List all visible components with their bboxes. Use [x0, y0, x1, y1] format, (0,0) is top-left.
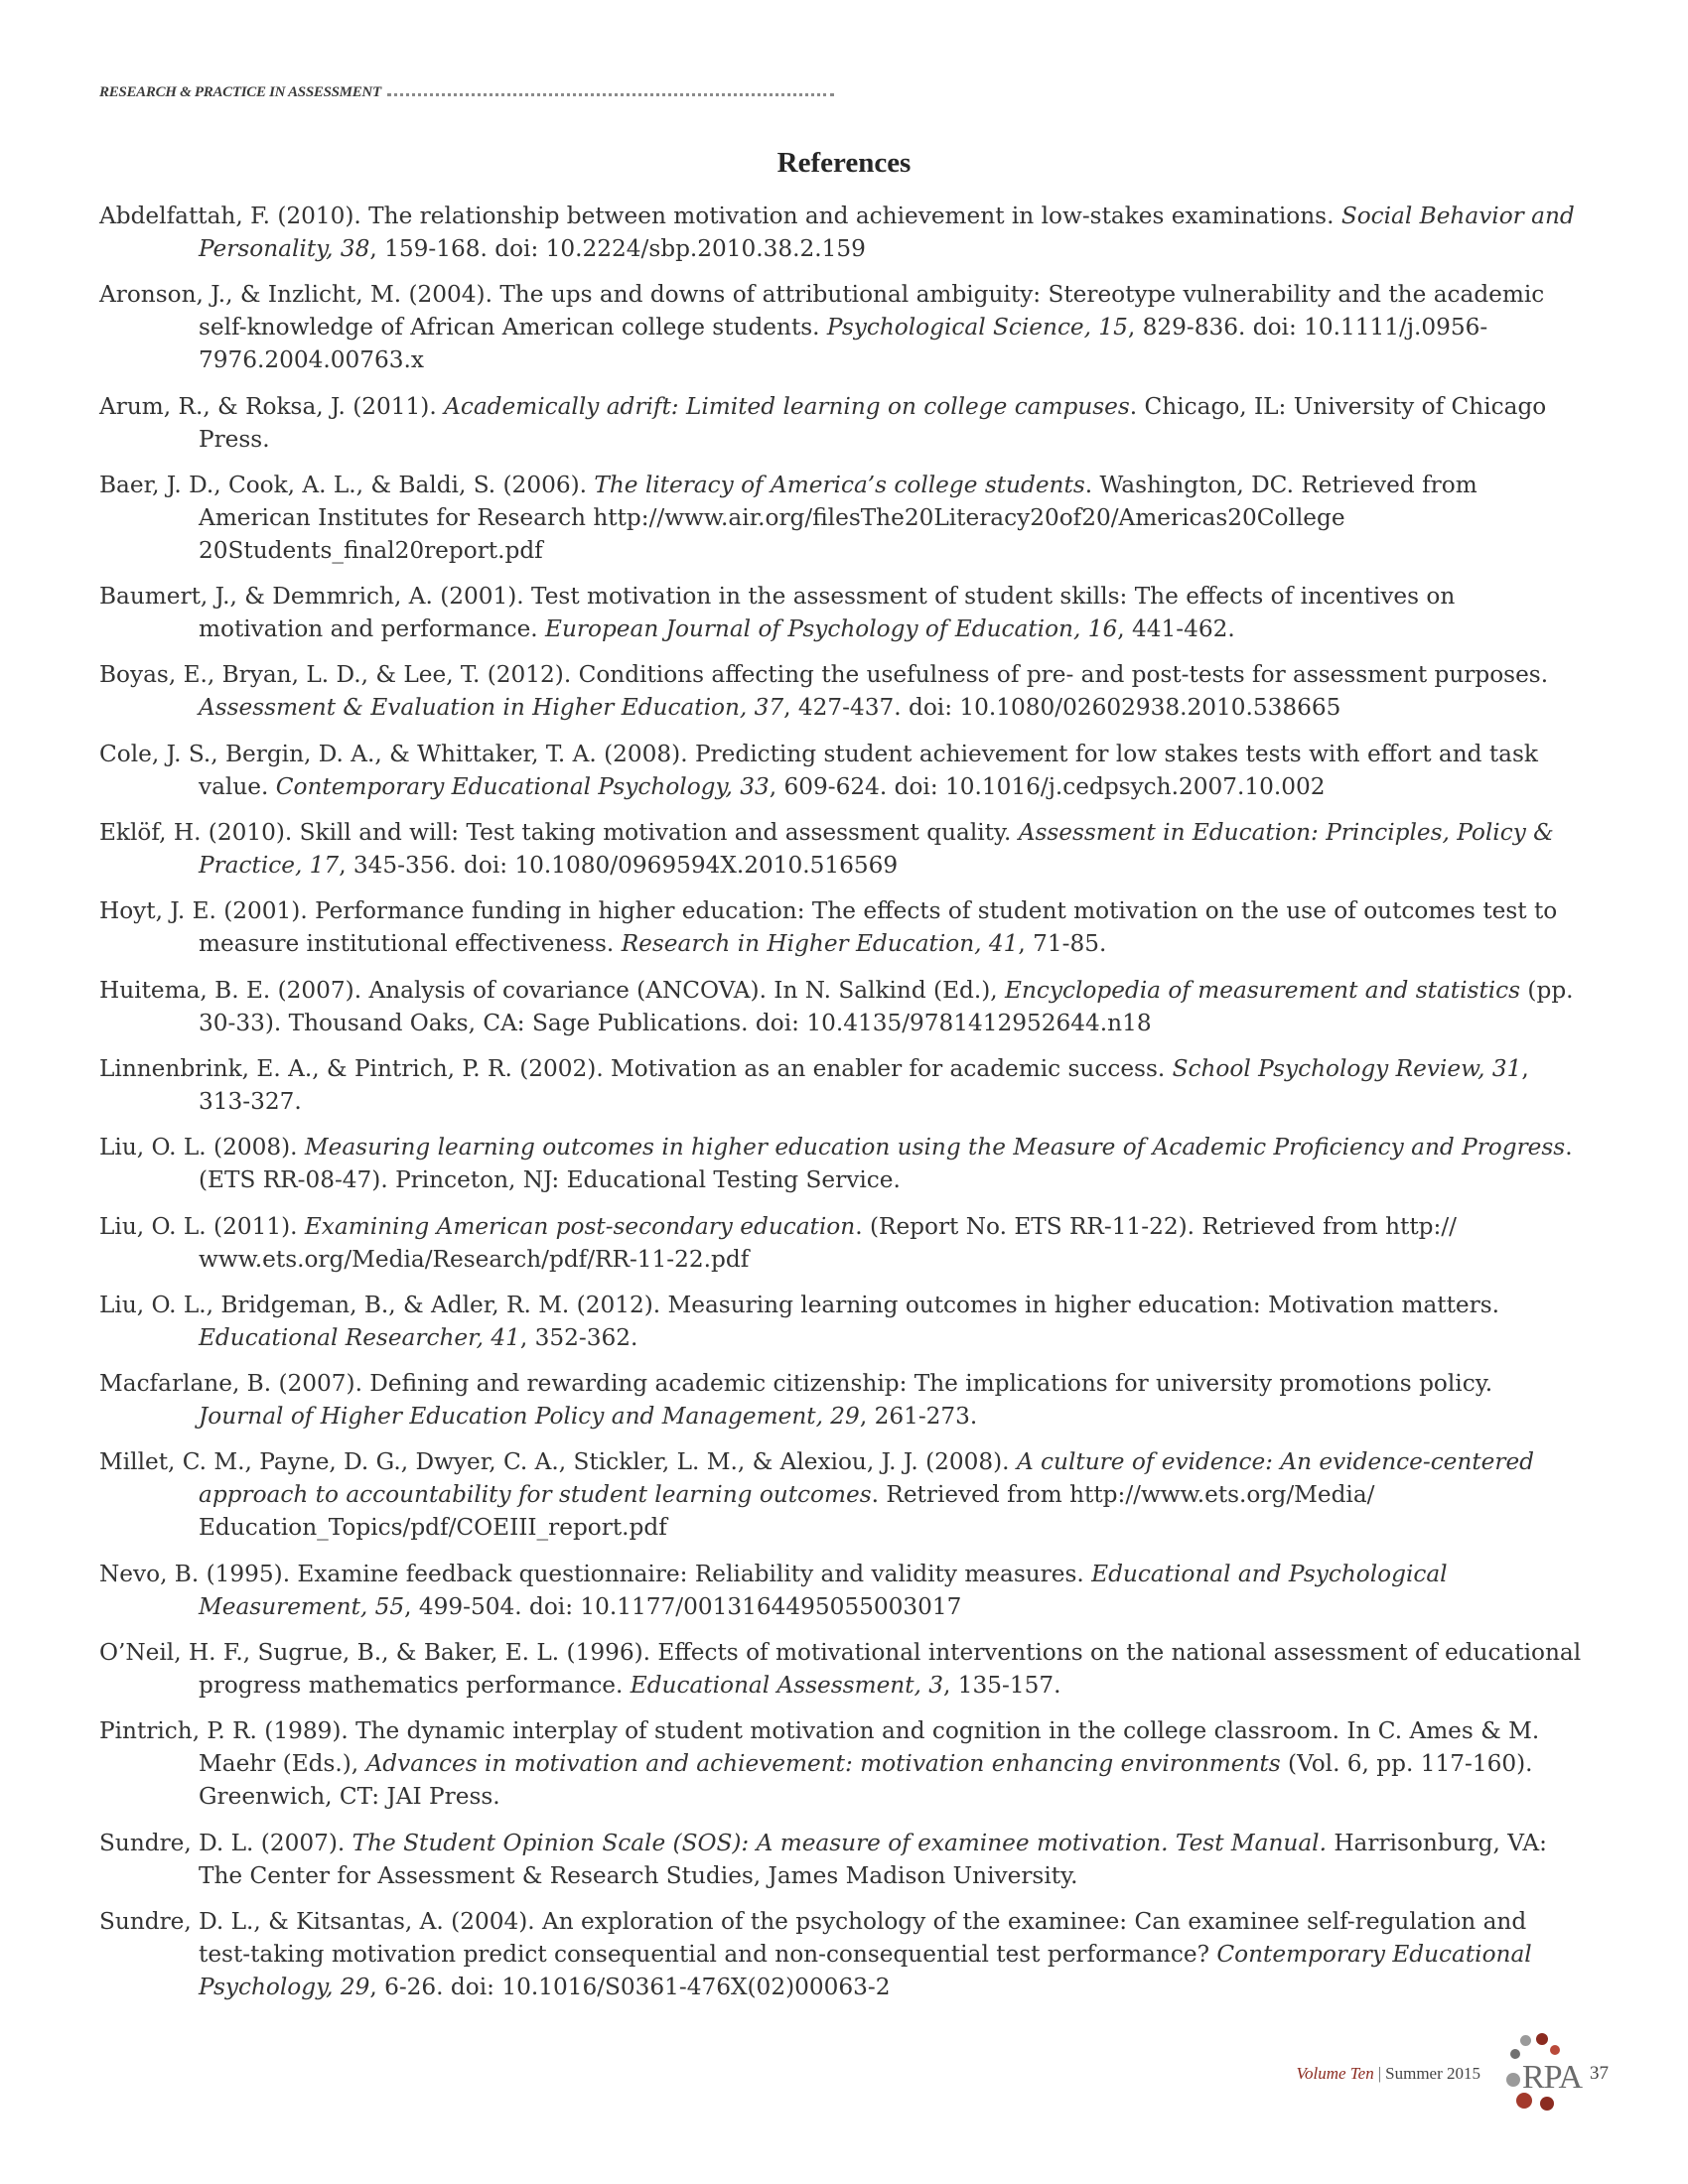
logo-dot	[1506, 2073, 1520, 2087]
reference-source-title: Contemporary Educational Psychology, 33	[275, 772, 770, 800]
reference-text: Liu, O. L., Bridgeman, B., & Adler, R. M. (2012). Measuring learning outcomes in higher education: Motivation matters.	[99, 1291, 1499, 1318]
reference-source-title: European Journal of Psychology of Education, 16	[545, 615, 1118, 643]
reference-text: (Vol. 6, pp. 117-160). Greenwich, CT: JAI Press.	[199, 1750, 1533, 1811]
reference-source-title: Educational and Psychological Measurement, 55	[199, 1560, 1448, 1620]
reference-source-title: Advances in motivation and achievement: motivation enhancing environments	[365, 1750, 1281, 1778]
reference-source-title: Academically adrift: Limited learning on college campuses	[444, 392, 1130, 420]
reference-entry	[99, 658, 1584, 724]
reference-text: Abdelfattah, F. (2010). The relationship between motivation and achievement in low-stakes examinations.	[99, 203, 1341, 229]
logo-dot	[1550, 2045, 1560, 2055]
running-head	[99, 81, 834, 103]
reference-text: , 135-157.	[943, 1672, 1061, 1700]
reference-text: Boyas, E., Bryan, L. D., & Lee, T. (2012). Conditions affecting the usefulness of pre- and post-tests for assessment purposes.	[99, 661, 1549, 689]
reference-entry	[99, 894, 1584, 960]
reference-entry	[99, 1210, 1584, 1276]
reference-text: . Washington, DC. Retrieved from American Institutes for Research http://www.air.org/filesThe20Literacy20of20/Americas20College 20Students_final20report.pdf	[199, 471, 1477, 564]
reference-entry	[99, 200, 1584, 265]
reference-text: Millet, C. M., Payne, D. G., Dwyer, C. A., Stickler, L. M., & Alexiou, J. J. (2008).	[99, 1448, 1017, 1476]
reference-entry	[99, 1445, 1584, 1544]
reference-text: O’Neil, H. F., Sugrue, B., & Baker, E. L. (1996). Effects of motivational interventions on the national assessment of educational progress mathematics performance.	[99, 1639, 1582, 1700]
reference-entry	[99, 974, 1584, 1039]
reference-source-title: Measuring learning outcomes in higher education using the Measure of Academic Proficiency and Progress	[304, 1134, 1566, 1161]
page-number: 37	[1590, 2063, 1609, 2084]
reference-source-title: Educational Assessment, 3	[630, 1672, 944, 1700]
reference-text: . Chicago, IL: University of Chicago Press.	[199, 392, 1547, 453]
reference-text: Liu, O. L. (2008).	[99, 1134, 305, 1161]
reference-text: , 261-273.	[859, 1403, 978, 1431]
reference-entry	[99, 1052, 1584, 1118]
reference-text: , 609-624. doi: 10.1016/j.cedpsych.2007.10.002	[769, 772, 1326, 800]
reference-source-title: Psychological Science, 15	[826, 314, 1128, 341]
reference-text: , 427-437. doi: 10.1080/02602938.2010.538665	[783, 694, 1341, 722]
reference-source-title: Encyclopedia of measurement and statistics	[1005, 976, 1521, 1004]
reference-entry	[99, 1905, 1584, 2003]
footer-volume: Volume Ten	[1296, 2064, 1374, 2083]
reference-entry	[99, 1367, 1584, 1433]
reference-entry	[99, 278, 1584, 376]
section-title: References	[776, 147, 912, 179]
logo-dot	[1520, 2035, 1531, 2046]
reference-entry	[99, 1827, 1584, 1892]
reference-source-title: The literacy of America’s college students	[594, 471, 1085, 498]
reference-text: , 345-356. doi: 10.1080/0969594X.2010.516569	[339, 852, 899, 880]
reference-text: Macfarlane, B. (2007). Defining and rewarding academic citizenship: The implications for university promotions policy.	[99, 1370, 1493, 1398]
reference-text: Baumert, J., & Demmrich, A. (2001). Test motivation in the assessment of student skills: The effects of incentives on motivation and performance.	[99, 583, 1456, 643]
reference-text: , 313-327.	[199, 1054, 1529, 1115]
reference-text: (pp. 30-33). Thousand Oaks, CA: Sage Publications. doi: 10.4135/9781412952644.n18	[199, 976, 1574, 1036]
reference-text: Pintrich, P. R. (1989). The dynamic interplay of student motivation and cognition in the college classroom. In C. Ames & M. Maehr (Eds.),	[99, 1717, 1540, 1778]
reference-source-title: Contemporary Educational Psychology, 29	[199, 1940, 1532, 2000]
reference-text: , 352-362.	[519, 1323, 638, 1351]
reference-source-title: Assessment & Evaluation in Higher Education, 37	[199, 694, 784, 722]
reference-source-title: Journal of Higher Education Policy and Management, 29	[199, 1403, 860, 1431]
reference-text: Cole, J. S., Bergin, D. A., & Whittaker, T. A. (2008). Predicting student achievement for low stakes tests with effort and task value.	[99, 740, 1538, 800]
reference-text: Harrisonburg, VA: The Center for Assessment & Research Studies, James Madison University.	[199, 1829, 1547, 1889]
logo-dot	[1510, 2049, 1520, 2059]
reference-text: Baer, J. D., Cook, A. L., & Baldi, S. (2006).	[99, 471, 595, 498]
reference-text: . (Report No. ETS RR-11-22). Retrieved from http:// www.ets.org/Media/Research/pdf/RR-11-22.pdf	[199, 1212, 1457, 1273]
reference-text: . (ETS RR-08-47). Princeton, NJ: Educational Testing Service.	[199, 1134, 1573, 1194]
reference-entry	[99, 816, 1584, 882]
reference-list	[99, 200, 1584, 2016]
reference-text: Hoyt, J. E. (2001). Performance funding in higher education: The effects of student motivation on the use of outcomes test to measure institutional effectiveness.	[99, 897, 1558, 958]
running-head-text: RESEARCH & PRACTICE IN ASSESSMENT	[99, 83, 381, 100]
reference-text: Eklöf, H. (2010). Skill and will: Test taking motivation and assessment quality.	[99, 819, 1019, 847]
reference-entry	[99, 1558, 1584, 1623]
reference-entry	[99, 1289, 1584, 1354]
reference-source-title: Examining American post-secondary education	[304, 1212, 856, 1240]
reference-source-title: The Student Opinion Scale (SOS): A measure of examinee motivation. Test Manual.	[352, 1829, 1327, 1856]
running-head-dotted-rule	[387, 93, 834, 96]
logo-wordmark: RPA	[1522, 2059, 1583, 2096]
reference-text: . Retrieved from http://www.ets.org/Media/ Education_Topics/pdf/COEIII_report.pdf	[199, 1481, 1375, 1542]
reference-source-title: Social Behavior and Personality, 38	[199, 203, 1575, 262]
reference-source-title: A culture of evidence: An evidence-centered approach to accountability for student learning outcomes	[199, 1448, 1535, 1509]
reference-source-title: Assessment in Education: Principles, Policy & Practice, 17	[199, 819, 1554, 880]
reference-source-title: Educational Researcher, 41	[199, 1323, 520, 1351]
reference-text: Huitema, B. E. (2007). Analysis of covariance (ANCOVA). In N. Salkind (Ed.),	[99, 976, 1006, 1004]
reference-text: Sundre, D. L., & Kitsantas, A. (2004). An exploration of the psychology of the examinee: Can examinee self-regulation and test-taking motivation predict consequential and non-consequential test performance?	[99, 1907, 1527, 1968]
rpa-logo	[1502, 2033, 1583, 2115]
footer-separator: |	[1377, 2064, 1382, 2083]
page-footer	[1296, 2033, 1609, 2115]
reference-text: , 499-504. doi: 10.1177/0013164495055003017	[404, 1592, 962, 1620]
logo-dot	[1540, 2097, 1554, 2111]
reference-source-title: School Psychology Review, 31	[1172, 1054, 1522, 1082]
reference-text: , 441-462.	[1117, 615, 1235, 643]
logo-dot	[1536, 2033, 1548, 2045]
reference-text: , 159-168. doi: 10.2224/sbp.2010.38.2.159	[369, 235, 866, 262]
reference-text: Liu, O. L. (2011).	[99, 1212, 305, 1240]
reference-text: , 71-85.	[1018, 930, 1107, 958]
reference-text: Aronson, J., & Inzlicht, M. (2004). The ups and downs of attributional ambiguity: Stereotype vulnerability and the academic self-knowledge of African American college students.	[99, 281, 1545, 341]
reference-text: , 829-836. doi: 10.1111/j.0956-7976.2004.00763.x	[199, 314, 1488, 374]
reference-entry	[99, 1714, 1584, 1813]
reference-entry	[99, 390, 1584, 456]
reference-entry	[99, 1636, 1584, 1702]
reference-entry	[99, 469, 1584, 567]
footer-season: Summer 2015	[1385, 2064, 1480, 2083]
reference-text: Sundre, D. L. (2007).	[99, 1829, 352, 1856]
reference-text: Linnenbrink, E. A., & Pintrich, P. R. (2002). Motivation as an enabler for academic success.	[99, 1054, 1173, 1082]
reference-entry	[99, 1131, 1584, 1196]
reference-text: Arum, R., & Roksa, J. (2011).	[99, 392, 445, 420]
reference-entry	[99, 580, 1584, 645]
reference-text: Nevo, B. (1995). Examine feedback questionnaire: Reliability and validity measures.	[99, 1560, 1092, 1587]
reference-text: , 6-26. doi: 10.1016/S0361-476X(02)00063-2	[369, 1973, 891, 2000]
reference-source-title: Research in Higher Education, 41	[621, 930, 1019, 958]
reference-entry	[99, 738, 1584, 803]
